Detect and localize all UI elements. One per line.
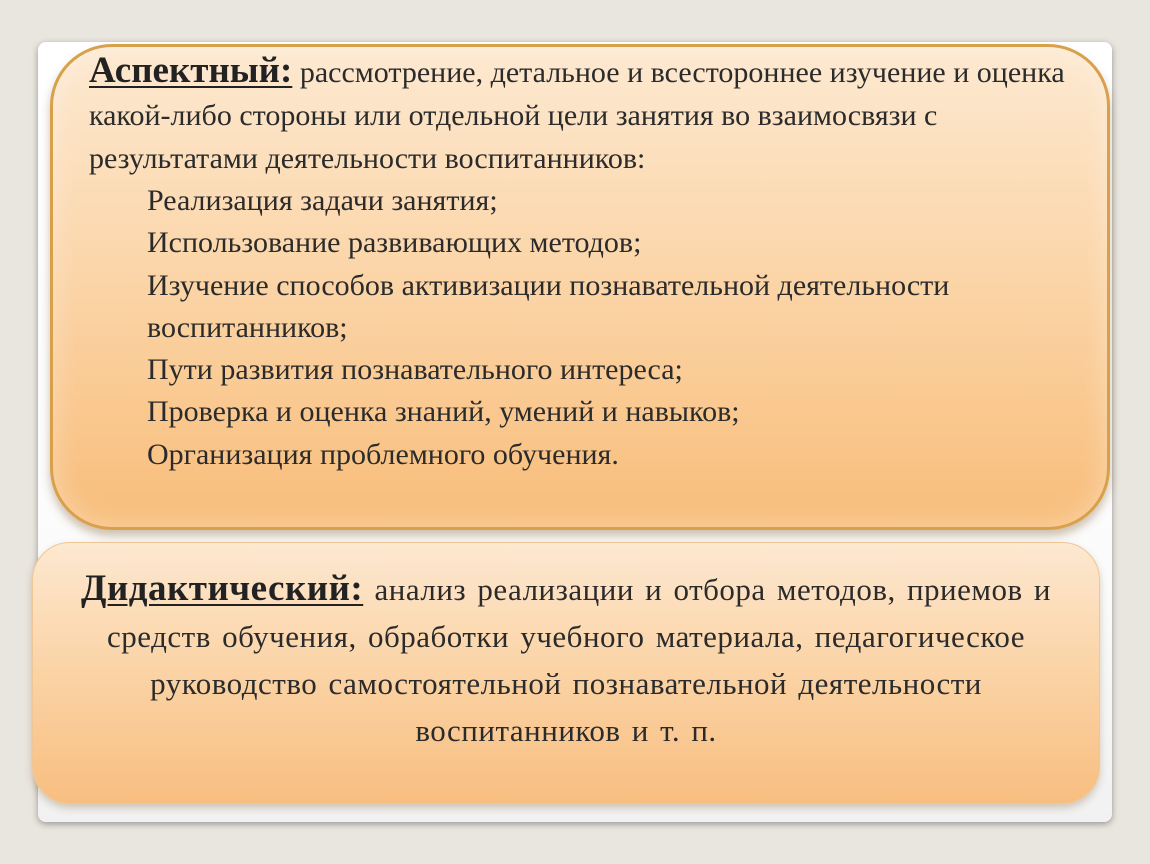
didactic-definition — [57, 565, 1075, 754]
aspect-card — [50, 44, 1110, 530]
list-item: Проверка и оценка знаний, умений и навыков; — [147, 395, 740, 429]
list-item: Использование развивающих методов; — [147, 226, 642, 260]
list-item: Реализация задачи занятия; — [147, 184, 498, 217]
list-item: Пути развития познавательного интереса; — [147, 353, 683, 387]
didactic-card — [32, 542, 1100, 804]
didactic-term: Дидактический: — [80, 568, 364, 609]
aspect-description: рассмотрение, детальное и всестороннее изучение и оценка какой-либо стороны или отдельной цели занятия во взаимосвязи с результатами деятельности воспитанников: — [89, 56, 1065, 175]
aspect-term: Аспектный: — [89, 50, 293, 91]
list-item: Организация проблемного обучения. — [147, 437, 619, 471]
list-item: Изучение способов активизации познавательной деятельности воспитанников; — [147, 268, 950, 344]
didactic-description: анализ реализации и отбора методов, приемов и средств обучения, обработки учебного материала, педагогическое руководство самостоятельной познавательной деятельности воспитанников и т. п. — [107, 572, 1051, 748]
aspect-list — [89, 180, 1077, 476]
aspect-definition — [89, 49, 1077, 180]
